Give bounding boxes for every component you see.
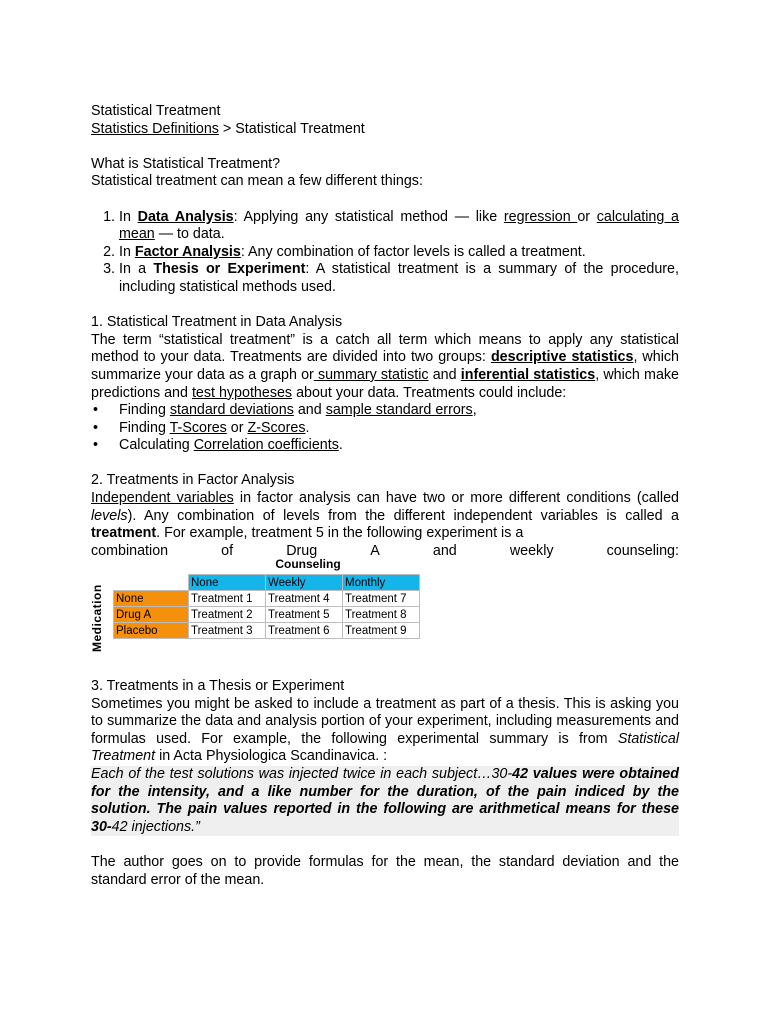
table-row bbox=[114, 607, 420, 623]
list-item: 3. In a Thesis or Experiment: A statistical treatment is a summary of the procedure, including statistical methods used. bbox=[119, 261, 679, 296]
table-cell: Treatment 6 bbox=[266, 623, 343, 639]
link-descriptive-statistics[interactable]: descriptive statistics bbox=[490, 349, 634, 366]
document-page bbox=[91, 103, 679, 889]
question-intro: Statistical treatment can mean a few different things: bbox=[91, 173, 423, 190]
treatment-table bbox=[113, 574, 420, 639]
link-summary-statistic[interactable]: summary statistic bbox=[313, 366, 429, 383]
section-2-paragraph: Independent variables in factor analysis can have two or more different conditions (called levels). Any combination of levels from the different independent variables is called a treatment. For example, treatment 5 in the following experiment is a bbox=[91, 490, 679, 542]
link-test-hypotheses[interactable]: test hypotheses bbox=[191, 384, 293, 401]
breadcrumb-link-statistics-definitions[interactable]: Statistics Definitions bbox=[91, 120, 219, 137]
link-inferential-statistics[interactable]: inferential statistics bbox=[460, 366, 596, 383]
link-z-scores[interactable]: Z-Scores bbox=[247, 419, 306, 436]
column-header: Weekly bbox=[266, 575, 343, 591]
table-cell: Treatment 5 bbox=[266, 607, 343, 623]
definitions-list bbox=[91, 209, 679, 297]
quoted-summary: Each of the test solutions was injected twice in each subject…30-42 values were obtained for the intensity, and a like number for the duration, of the pain indiced by the solution. The pain values reported in the following are arithmetical means for these 30-42 injections.” bbox=[91, 766, 679, 835]
table-cell: Treatment 7 bbox=[343, 591, 420, 607]
table-cell: Treatment 4 bbox=[266, 591, 343, 607]
breadcrumb-separator: > bbox=[218, 120, 236, 137]
breadcrumb-current: Statistical Treatment bbox=[235, 120, 365, 137]
term-factor-analysis[interactable]: Factor Analysis bbox=[134, 243, 241, 260]
row-header: None bbox=[114, 591, 189, 607]
section-2-last-line: combination of Drug A and weekly counseling: bbox=[91, 542, 679, 559]
table-row bbox=[114, 591, 420, 607]
treatments-bullet-list bbox=[91, 402, 679, 455]
link-calculating-a-mean[interactable]: calculating a mean bbox=[119, 208, 679, 243]
list-item: 2. In Factor Analysis: Any combination of factor levels is called a treatment. bbox=[119, 244, 679, 262]
table-cell: Treatment 9 bbox=[343, 623, 420, 639]
link-regression[interactable]: regression bbox=[503, 208, 578, 225]
list-item: 1. In Data Analysis: Applying any statistical method — like regression or calculating a mean — to data. bbox=[119, 209, 679, 244]
term-data-analysis[interactable]: Data Analysis bbox=[137, 208, 234, 225]
doc-title: Statistical Treatment bbox=[91, 103, 221, 119]
row-header: Drug A bbox=[114, 607, 189, 623]
question-heading: What is Statistical Treatment? bbox=[91, 155, 281, 172]
column-header: Monthly bbox=[343, 575, 420, 591]
list-item: • Finding standard deviations and sample standard errors, bbox=[119, 402, 679, 420]
table-cell: Treatment 8 bbox=[343, 607, 420, 623]
breadcrumb bbox=[91, 121, 679, 139]
section-3-heading: 3. Treatments in a Thesis or Experiment bbox=[91, 678, 345, 695]
table-cell: Treatment 1 bbox=[189, 591, 266, 607]
table-cell: Treatment 2 bbox=[189, 607, 266, 623]
section-1-paragraph: The term “statistical treatment” is a catch all term which means to apply any statistical method to your data. Treatments are divided into two groups: descriptive statistics, which summarize your data as a graph or summary statistic and inferential statistics, which make predictions and test hypotheses about your data. Treatments could include: bbox=[91, 331, 679, 401]
column-header: None bbox=[189, 575, 266, 591]
term-thesis-or-experiment: Thesis or Experiment bbox=[153, 261, 306, 278]
source-title: Statistical Treatment bbox=[91, 730, 679, 765]
link-correlation-coefficients[interactable]: Correlation coefficients bbox=[193, 437, 339, 454]
table-row bbox=[114, 623, 420, 639]
table-header-row bbox=[114, 575, 420, 591]
closing-paragraph: The author goes on to provide formulas for the mean, the standard deviation and the standard error of the mean. bbox=[91, 853, 679, 888]
counseling-axis-label: Counseling bbox=[275, 557, 341, 572]
section-2-heading: 2. Treatments in Factor Analysis bbox=[91, 472, 295, 489]
term-treatment: treatment bbox=[91, 525, 157, 542]
link-independent-variables[interactable]: Independent variables bbox=[91, 490, 234, 507]
table-cell: Treatment 3 bbox=[189, 623, 266, 639]
list-item: • Calculating Correlation coefficients. bbox=[119, 437, 679, 455]
section-1-heading: 1. Statistical Treatment in Data Analysis bbox=[91, 314, 343, 331]
link-sample-standard-errors[interactable]: sample standard errors bbox=[325, 402, 473, 419]
link-standard-deviations[interactable]: standard deviations bbox=[169, 402, 294, 419]
row-header: Placebo bbox=[114, 623, 189, 639]
link-t-scores[interactable]: T-Scores bbox=[169, 419, 227, 436]
section-3-paragraph: Sometimes you might be asked to include a treatment as part of a thesis. This is asking you to summarize the data and analysis portion of your experiment, including measurements and formulas used. For example, the following experimental summary is from Statistical Treatment in Acta Physiologica Scandinavica. : bbox=[91, 695, 679, 765]
treatment-table-figure bbox=[90, 557, 679, 660]
list-item: • Finding T-Scores or Z-Scores. bbox=[119, 420, 679, 438]
term-levels: levels bbox=[91, 507, 128, 524]
medication-axis-label: Medication bbox=[90, 584, 104, 653]
